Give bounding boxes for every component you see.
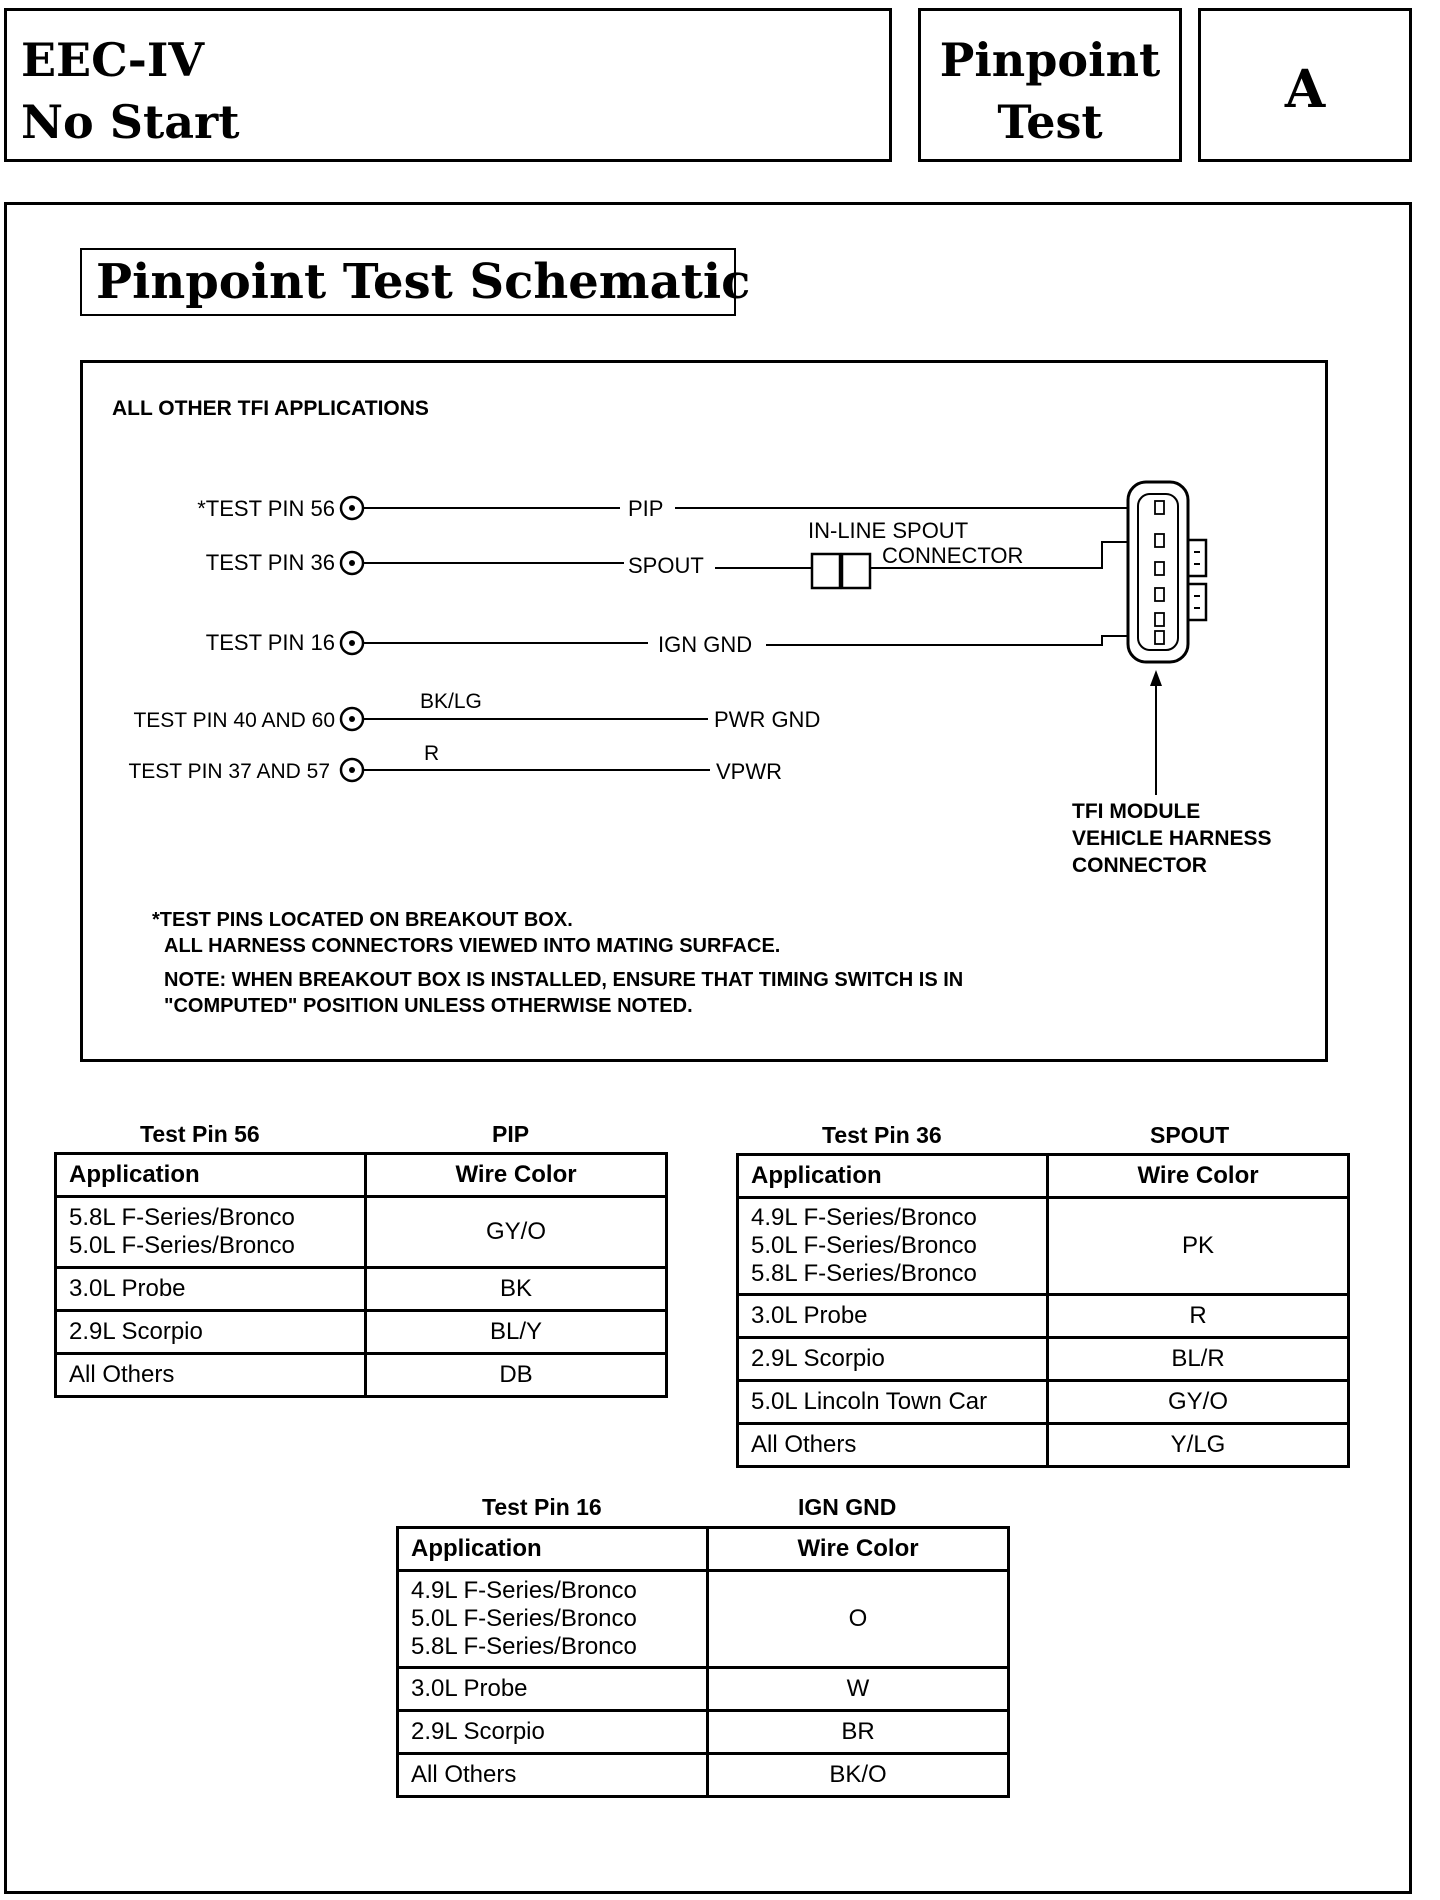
pin-16-label: TEST PIN 16 xyxy=(205,630,335,655)
wire-color-cell: PK xyxy=(1048,1198,1349,1295)
note-4: "COMPUTED" POSITION UNLESS OTHERWISE NOTED. xyxy=(164,995,693,1017)
table-pin-16 xyxy=(396,1526,1010,1798)
inline-spout-connector-half-b xyxy=(842,554,870,588)
application-cell: All Others xyxy=(398,1754,708,1797)
schematic-title: Pinpoint Test Schematic xyxy=(80,248,736,316)
pin-40-60-label: TEST PIN 40 AND 60 xyxy=(133,709,335,732)
column-application: Application xyxy=(738,1155,1048,1198)
pin-16-terminal-dot xyxy=(349,640,355,646)
wire-color-cell: BK xyxy=(366,1268,667,1311)
pin-56-label: *TEST PIN 56 xyxy=(197,496,335,521)
pin-37-57-signal: VPWR xyxy=(716,759,782,784)
pin-36-terminal-dot xyxy=(349,560,355,566)
schematic-subtitle: ALL OTHER TFI APPLICATIONS xyxy=(112,397,429,420)
application-cell: 4.9L F-Series/Bronco 5.0L F-Series/Bronco 5.8L F-Series/Bronco xyxy=(398,1571,708,1668)
note-2: ALL HARNESS CONNECTORS VIEWED INTO MATING SURFACE. xyxy=(164,935,781,957)
title-line-2: No Start xyxy=(21,95,240,149)
test-type-line-1: Pinpoint xyxy=(939,33,1161,87)
table-row xyxy=(398,1754,1009,1797)
table-header-row xyxy=(738,1155,1349,1198)
application-cell: 5.8L F-Series/Bronco 5.0L F-Series/Bronco xyxy=(56,1197,366,1268)
module-label-3: CONNECTOR xyxy=(1072,854,1207,877)
module-label-1: TFI MODULE xyxy=(1072,800,1201,823)
table-pin-56-signal: PIP xyxy=(492,1121,530,1147)
table-pin-56 xyxy=(54,1152,668,1398)
table-row xyxy=(398,1711,1009,1754)
column-application: Application xyxy=(56,1154,366,1197)
pin-56-signal: PIP xyxy=(628,496,664,521)
table-pin-36-signal: SPOUT xyxy=(1150,1122,1230,1148)
pin-40-60-terminal-dot xyxy=(349,716,355,722)
application-cell: 3.0L Probe xyxy=(398,1668,708,1711)
module-label-2: VEHICLE HARNESS xyxy=(1072,827,1272,850)
tfi-module-connector xyxy=(1128,482,1206,662)
pin-36-label: TEST PIN 36 xyxy=(205,550,335,575)
wire-color-cell: DB xyxy=(366,1354,667,1397)
wire-color-cell: BL/Y xyxy=(366,1311,667,1354)
inline-connector-label-2: CONNECTOR xyxy=(882,543,1024,568)
table-pin-16-caption: Test Pin 16 xyxy=(482,1494,602,1520)
table-row xyxy=(56,1311,667,1354)
table-row xyxy=(398,1668,1009,1711)
wire-color-cell: BL/R xyxy=(1048,1338,1349,1381)
wire-color-cell: BK/O xyxy=(708,1754,1009,1797)
pin-40-60-signal: PWR GND xyxy=(714,707,821,732)
application-cell: All Others xyxy=(738,1424,1048,1467)
wire-color-cell: W xyxy=(708,1668,1009,1711)
application-cell: 2.9L Scorpio xyxy=(398,1711,708,1754)
pin-36-signal: SPOUT xyxy=(628,553,704,578)
table-header-row xyxy=(398,1528,1009,1571)
application-cell: 2.9L Scorpio xyxy=(56,1311,366,1354)
application-cell: 3.0L Probe xyxy=(738,1295,1048,1338)
module-callout-arrow xyxy=(1150,670,1162,686)
inline-spout-connector-half-a xyxy=(812,554,840,588)
application-cell: 3.0L Probe xyxy=(56,1268,366,1311)
table-row xyxy=(738,1198,1349,1295)
pin-40-60-wire-color: BK/LG xyxy=(420,690,482,713)
application-cell: 2.9L Scorpio xyxy=(738,1338,1048,1381)
pin-56-terminal-dot xyxy=(349,505,355,511)
pin-37-57-terminal-dot xyxy=(349,767,355,773)
application-cell: 4.9L F-Series/Bronco 5.0L F-Series/Bronco 5.8L F-Series/Bronco xyxy=(738,1198,1048,1295)
table-row xyxy=(56,1268,667,1311)
column-wire-color: Wire Color xyxy=(1048,1155,1349,1198)
note-1: *TEST PINS LOCATED ON BREAKOUT BOX. xyxy=(152,909,573,931)
wire-color-cell: O xyxy=(708,1571,1009,1668)
wire-color-cell: GY/O xyxy=(366,1197,667,1268)
column-application: Application xyxy=(398,1528,708,1571)
wire-color-cell: R xyxy=(1048,1295,1349,1338)
pin-16-wire-b xyxy=(766,636,1128,645)
table-pin-16-signal: IGN GND xyxy=(798,1494,897,1520)
pin-37-57-wire-color: R xyxy=(424,742,440,765)
wire-color-cell: Y/LG xyxy=(1048,1424,1349,1467)
column-wire-color: Wire Color xyxy=(366,1154,667,1197)
pin-16-signal: IGN GND xyxy=(658,632,753,657)
table-pin-56-caption: Test Pin 56 xyxy=(140,1121,260,1147)
test-letter: A xyxy=(1284,59,1326,120)
table-row xyxy=(56,1197,667,1268)
test-type-line-2: Test xyxy=(997,95,1103,149)
pin-37-57-label: TEST PIN 37 AND 57 xyxy=(128,760,330,783)
note-3: NOTE: WHEN BREAKOUT BOX IS INSTALLED, ENSURE THAT TIMING SWITCH IS IN xyxy=(164,969,964,991)
inline-connector-label-1: IN-LINE SPOUT xyxy=(808,518,969,543)
table-pin-36-caption: Test Pin 36 xyxy=(822,1122,942,1148)
table-row xyxy=(738,1424,1349,1467)
title-line-1: EEC-IV xyxy=(21,33,205,87)
table-row xyxy=(738,1381,1349,1424)
table-row xyxy=(738,1295,1349,1338)
wire-color-cell: GY/O xyxy=(1048,1381,1349,1424)
column-wire-color: Wire Color xyxy=(708,1528,1009,1571)
table-row xyxy=(56,1354,667,1397)
application-cell: 5.0L Lincoln Town Car xyxy=(738,1381,1048,1424)
table-header-row xyxy=(56,1154,667,1197)
table-row xyxy=(738,1338,1349,1381)
application-cell: All Others xyxy=(56,1354,366,1397)
wire-color-cell: BR xyxy=(708,1711,1009,1754)
table-pin-36 xyxy=(736,1153,1350,1468)
table-row xyxy=(398,1571,1009,1668)
